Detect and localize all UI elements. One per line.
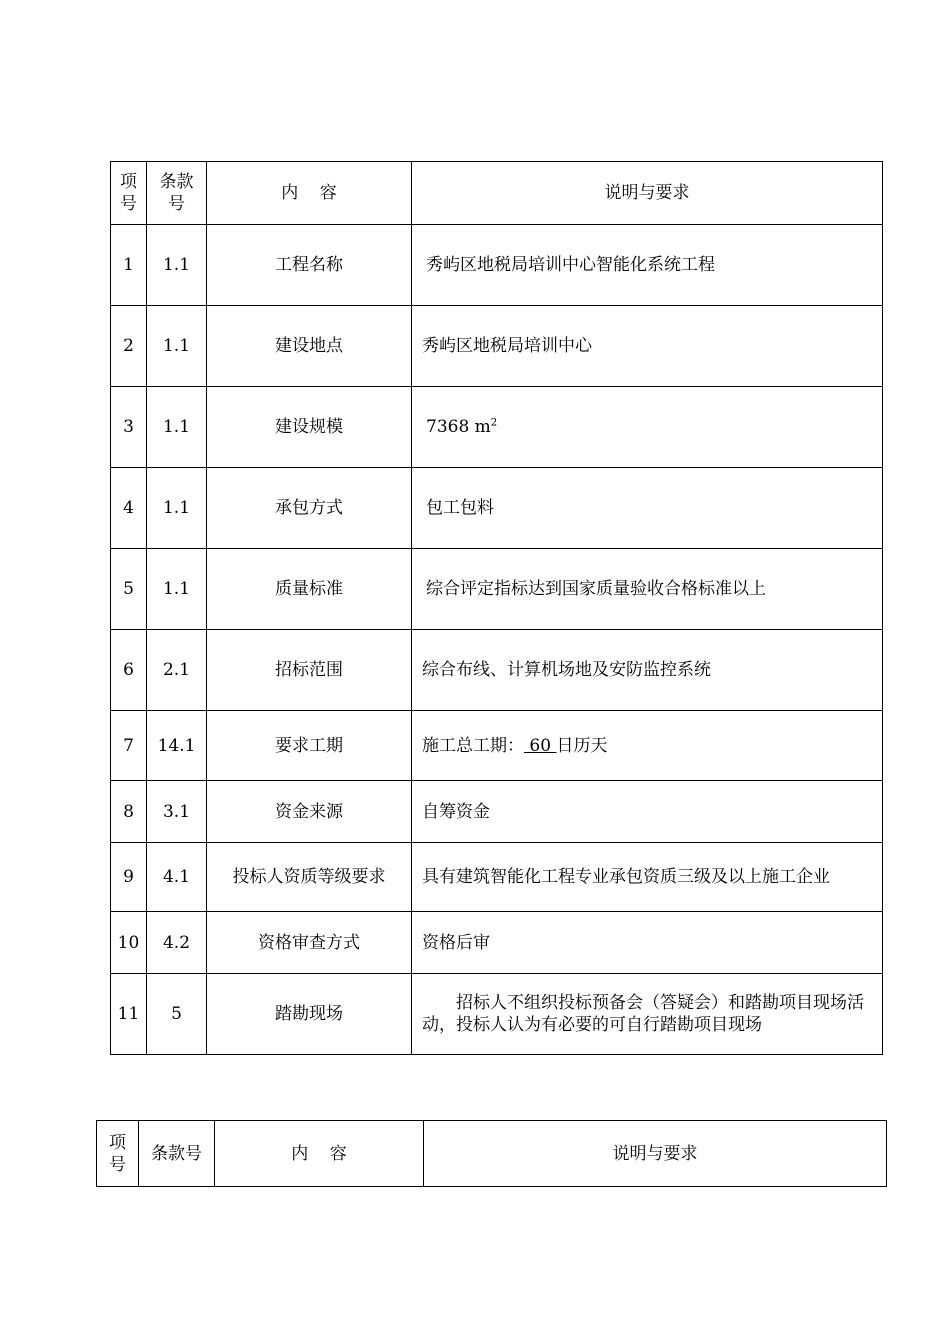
header-description: 说明与要求 <box>424 1121 887 1187</box>
row-description: 包工包料 <box>412 468 883 549</box>
duration-unit: 日历天 <box>556 735 608 756</box>
row-clause: 2.1 <box>147 630 207 711</box>
row-clause: 1.1 <box>147 225 207 306</box>
row-description: 秀屿区地税局培训中心智能化系统工程 <box>412 225 883 306</box>
row-no: 4 <box>111 468 147 549</box>
row-no: 8 <box>111 781 147 843</box>
row-clause: 1.1 <box>147 387 207 468</box>
row-clause: 4.2 <box>147 912 207 974</box>
row-content: 踏勘现场 <box>207 974 412 1055</box>
row-no: 5 <box>111 549 147 630</box>
bid-info-table-continued <box>96 1120 887 1187</box>
row-description: 综合布线、计算机场地及安防监控系统 <box>412 630 883 711</box>
table-row <box>111 843 883 912</box>
row-description: 综合评定指标达到国家质量验收合格标准以上 <box>412 549 883 630</box>
row-content: 资格审查方式 <box>207 912 412 974</box>
row-clause: 14.1 <box>147 711 207 781</box>
table-row <box>111 468 883 549</box>
row-content: 质量标准 <box>207 549 412 630</box>
table-row <box>111 630 883 711</box>
table-header-row <box>111 162 883 225</box>
row-description: 招标人不组织投标预备会（答疑会）和踏勘项目现场活动，投标人认为有必要的可自行踏勘项目现场 <box>412 974 883 1055</box>
row-clause: 1.1 <box>147 468 207 549</box>
table-row <box>111 225 883 306</box>
header-item-no: 项号 <box>97 1121 139 1187</box>
header-content: 内 容 <box>207 162 412 225</box>
row-clause: 3.1 <box>147 781 207 843</box>
row-description: 秀屿区地税局培训中心 <box>412 306 883 387</box>
row-content: 承包方式 <box>207 468 412 549</box>
header-clause-no: 条款号 <box>147 162 207 225</box>
row-no: 1 <box>111 225 147 306</box>
row-no: 6 <box>111 630 147 711</box>
row-clause: 1.1 <box>147 549 207 630</box>
row-description: 具有建筑智能化工程专业承包资质三级及以上施工企业 <box>412 843 883 912</box>
row-description <box>412 387 883 468</box>
row-content: 要求工期 <box>207 711 412 781</box>
row-description: 资格后审 <box>412 912 883 974</box>
header-item-no: 项号 <box>111 162 147 225</box>
row-content: 建设地点 <box>207 306 412 387</box>
row-no: 7 <box>111 711 147 781</box>
duration-label: 施工总工期： <box>422 735 524 756</box>
header-clause-no: 条款号 <box>139 1121 215 1187</box>
row-content: 建设规模 <box>207 387 412 468</box>
header-description: 说明与要求 <box>412 162 883 225</box>
row-clause: 5 <box>147 974 207 1055</box>
row-no: 9 <box>111 843 147 912</box>
bid-info-table <box>110 161 883 1055</box>
table-row <box>111 711 883 781</box>
row-no: 2 <box>111 306 147 387</box>
row-no: 10 <box>111 912 147 974</box>
row-no: 11 <box>111 974 147 1055</box>
table-row <box>111 781 883 843</box>
table-row <box>111 549 883 630</box>
header-content: 内 容 <box>215 1121 424 1187</box>
row-description: 自筹资金 <box>412 781 883 843</box>
table-row <box>111 912 883 974</box>
table-header-row <box>97 1121 887 1187</box>
row-content: 资金来源 <box>207 781 412 843</box>
table-row <box>111 306 883 387</box>
row-content: 招标范围 <box>207 630 412 711</box>
row-clause: 1.1 <box>147 306 207 387</box>
row-no: 3 <box>111 387 147 468</box>
row-description <box>412 711 883 781</box>
unit-superscript: 2 <box>490 417 498 429</box>
row-content: 投标人资质等级要求 <box>207 843 412 912</box>
table-row <box>111 974 883 1055</box>
row-clause: 4.1 <box>147 843 207 912</box>
scale-value: 7368 m <box>426 417 491 437</box>
table-row <box>111 387 883 468</box>
row-content: 工程名称 <box>207 225 412 306</box>
duration-value: 60 <box>524 735 557 756</box>
